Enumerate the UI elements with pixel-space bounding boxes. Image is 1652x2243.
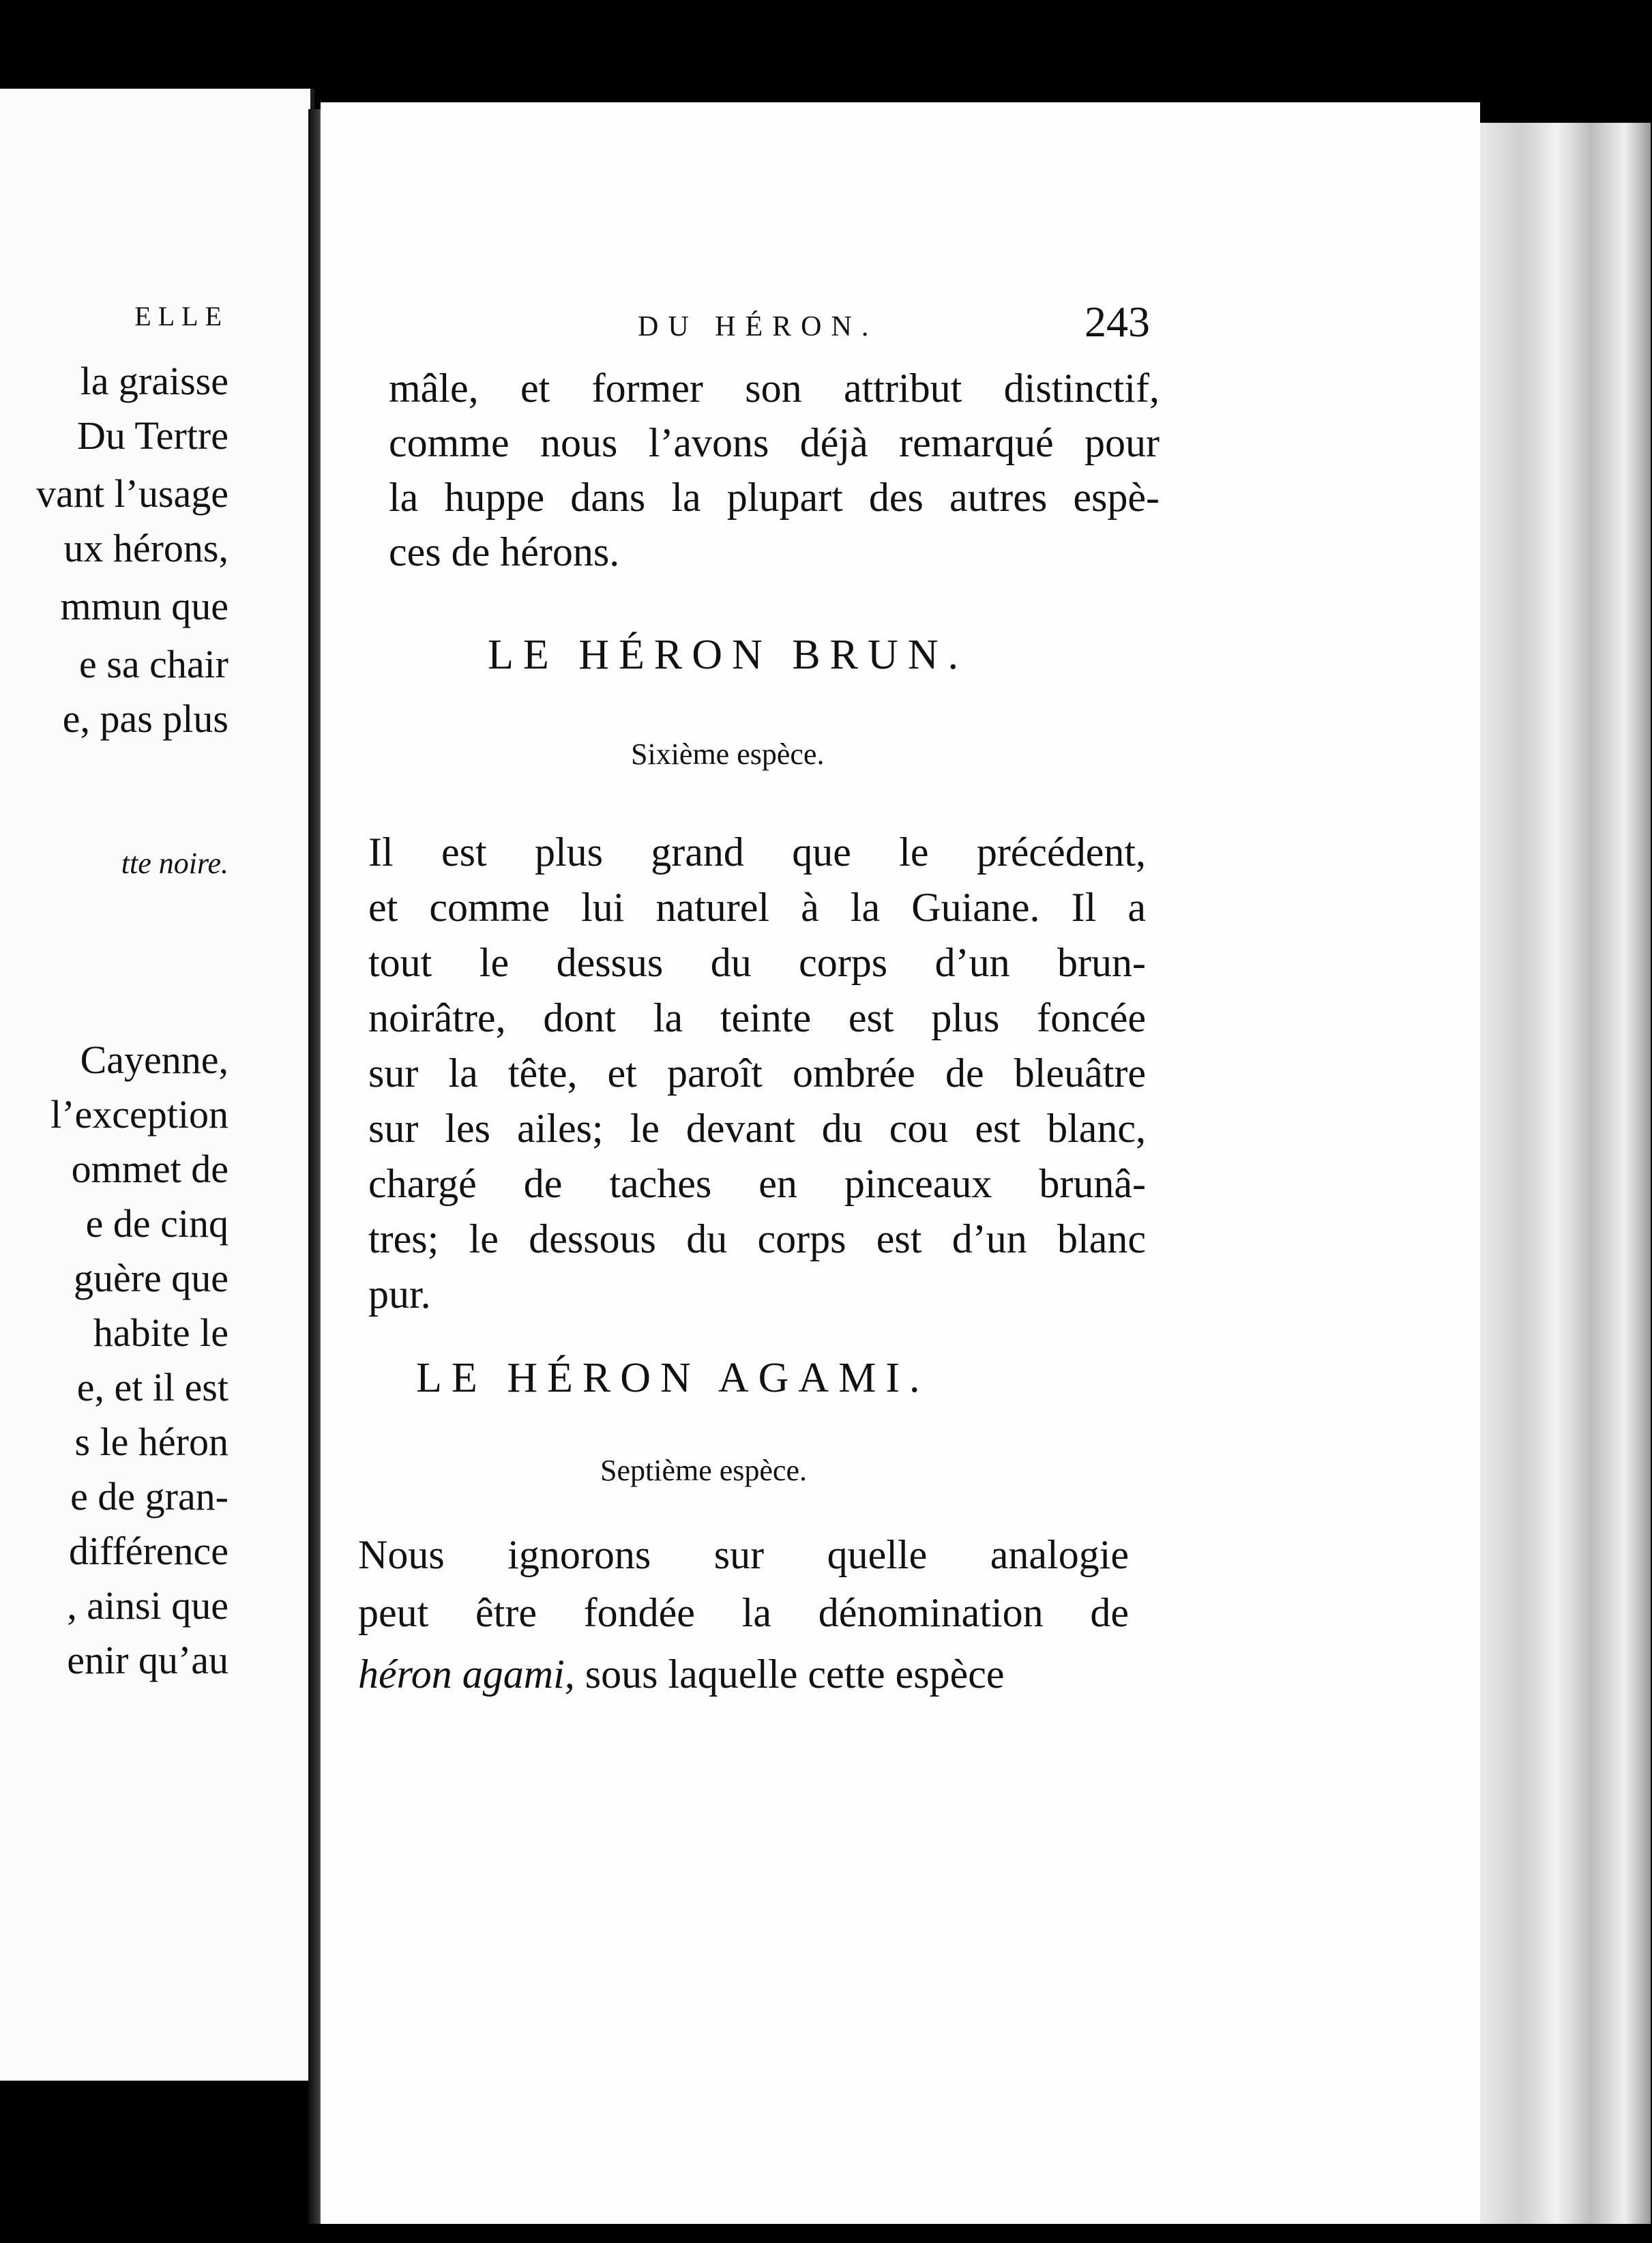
left-text-line: vant l’usage — [36, 471, 228, 516]
left-text-line: guère que — [73, 1256, 228, 1300]
italic-term: héron agami, — [358, 1652, 575, 1697]
last-line — [358, 1651, 1125, 1698]
section-subtitle-sixieme: Sixième espèce. — [631, 737, 825, 771]
section-title-heron-agami: LE HÉRON AGAMI. — [416, 1355, 930, 1401]
left-text-line: e de gran- — [70, 1474, 228, 1519]
text-line: chargé de taches en pinceaux brunâ- — [368, 1161, 1146, 1206]
text-line: la huppe dans la plupart des autres espè- — [389, 475, 1160, 520]
left-text-line: , ainsi que — [67, 1583, 228, 1628]
text-line: mâle, et former son attribut distinctif, — [389, 366, 1160, 411]
text-line: tout le dessus du corps d’un brun- — [368, 940, 1146, 985]
text-line: tres; le dessous du corps est d’un blanc — [368, 1216, 1146, 1261]
left-text-line: tte noire. — [121, 847, 228, 880]
text-line: noirâtre, dont la teinte est plus foncée — [368, 995, 1146, 1040]
page-number: 243 — [1085, 297, 1150, 346]
left-text-line: ommet de — [71, 1147, 228, 1191]
left-text-line: enir qu’au — [67, 1638, 228, 1682]
text-line: peut être fondée la dénomination de — [358, 1590, 1129, 1635]
left-text-line: mmun que — [60, 584, 228, 628]
text-line: sur la tête, et paroît ombrée de bleuâtre — [368, 1051, 1146, 1096]
text-line: sur les ailes; le devant du cou est blanc, — [368, 1106, 1146, 1151]
section-subtitle-septieme: Septième espèce. — [600, 1454, 807, 1487]
text-line: pur. — [368, 1272, 431, 1317]
left-text-line: habite le — [93, 1310, 228, 1355]
text-line: et comme lui naturel à la Guiane. Il a — [368, 885, 1146, 930]
text-line: comme nous l’avons déjà remarqué pour — [389, 420, 1160, 465]
left-text-line: l’exception — [50, 1092, 228, 1137]
left-text-line: ux hérons, — [63, 526, 228, 570]
section-title-heron-brun: LE HÉRON BRUN. — [488, 632, 969, 678]
page-edges — [1480, 123, 1651, 2224]
left-text-line: Cayenne, — [80, 1038, 228, 1082]
left-text-line: e sa chair — [79, 642, 228, 686]
left-text-line: la graisse — [80, 359, 228, 403]
left-text-line: différence — [69, 1529, 228, 1573]
last-line-rest: sous laquelle cette espèce — [574, 1652, 1005, 1697]
left-text-line: e de cinq — [85, 1201, 228, 1246]
left-text-line: s le héron — [74, 1420, 228, 1464]
left-running-head: ELLE — [134, 301, 228, 332]
text-line: Il est plus grand que le précédent, — [368, 830, 1146, 875]
left-text-line: e, pas plus — [62, 697, 228, 741]
left-text-line: Du Tertre — [77, 413, 228, 458]
text-line: ces de hérons. — [389, 529, 620, 574]
left-text-line: e, et il est — [76, 1365, 228, 1409]
running-head: DU HÉRON. — [638, 311, 879, 342]
text-line: Nous ignorons sur quelle analogie — [358, 1532, 1129, 1577]
